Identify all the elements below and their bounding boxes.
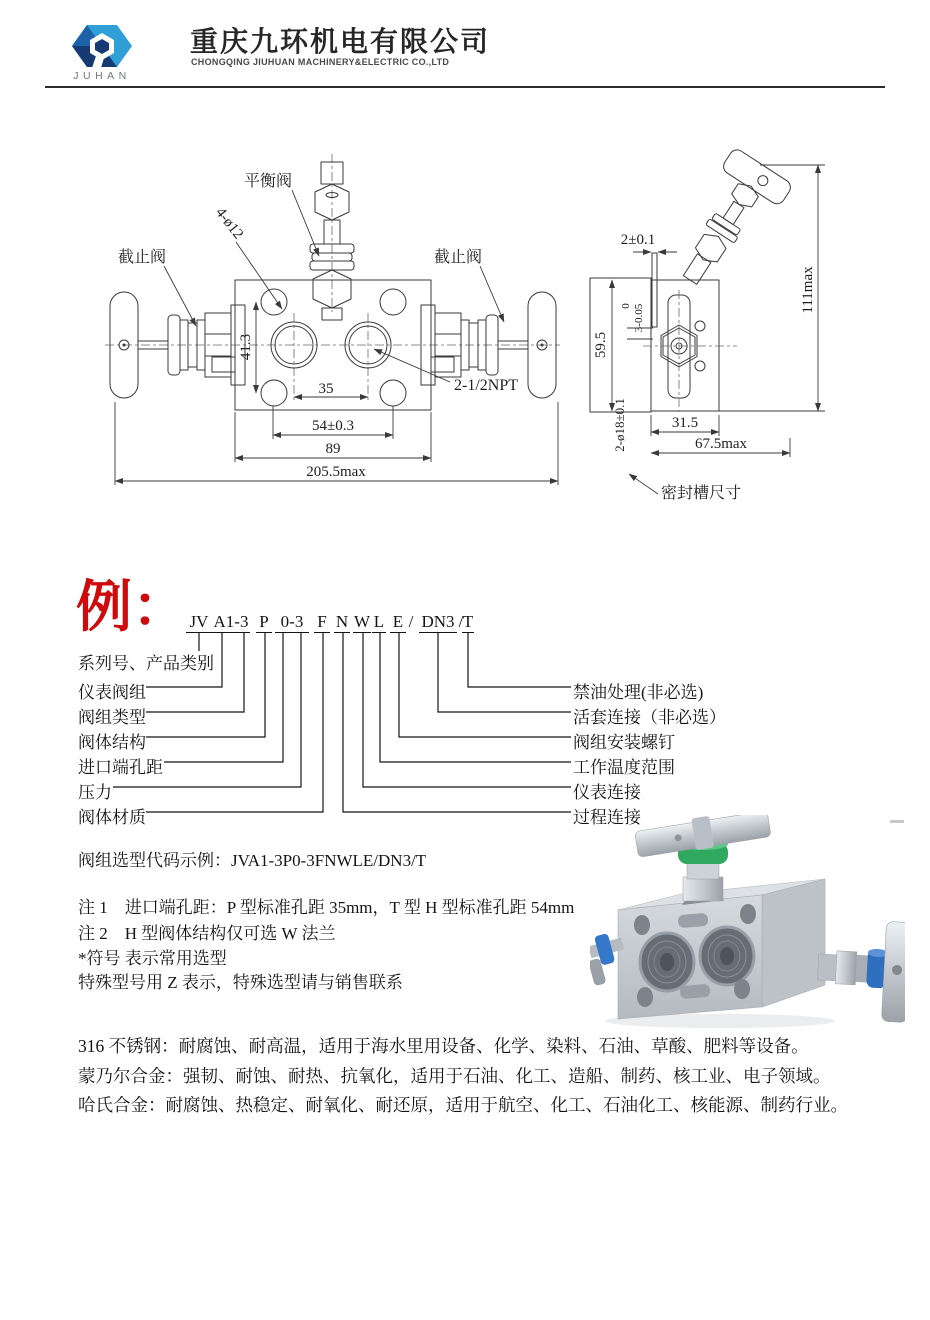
right-label-procconn: 过程连接: [573, 808, 641, 827]
code-seg-a13: A1-3: [213, 612, 249, 631]
left-label-material: 阀体材质: [78, 808, 146, 827]
dim-port-span: 35: [318, 381, 334, 397]
photo-right-valve: [815, 918, 905, 1023]
stop-valve-right-label: 截止阀: [434, 249, 483, 266]
code-example-line: 阀组选型代码示例：JVA1-3P0-3FNWLE/DN3/T: [78, 851, 427, 870]
product-photo: [590, 815, 905, 1035]
dim-step: 3-0.05: [633, 303, 645, 333]
code-seg-03: 0-3: [275, 612, 309, 633]
seal-groove-label: 密封槽尺寸: [661, 485, 742, 502]
left-label-type: 阀组类型: [78, 708, 146, 727]
note-2: 注 2 H 型阀体结构仅可选 W 法兰: [78, 924, 336, 943]
materials-section: [78, 1032, 870, 1121]
right-label-oilfree: 禁油处理(非必选): [573, 683, 704, 702]
company-name-en: CHONGQING JIUHUAN MACHINERY&ELECTRIC CO.,LTD: [191, 57, 450, 67]
company-name-cn: 重庆九环机电有限公司: [190, 26, 491, 57]
left-label-series: 系列号、产品类别: [78, 654, 214, 673]
code-seg-slash1: /: [408, 612, 414, 631]
code-seg-l: L: [373, 612, 385, 631]
code-seg-p: P: [256, 612, 272, 633]
note-1: 注 1 进口端孔距：P 型标准孔距 35mm，T 型 H 型标准孔距 54mm: [78, 898, 575, 917]
code-seg-dn3: DN3: [419, 612, 457, 633]
dim-total-width: 205.5max: [306, 464, 366, 480]
dim-step-upper: 0: [620, 303, 632, 309]
side-view-drawing: [585, 140, 930, 510]
material-monel: 蒙乃尔合金：强韧、耐蚀、耐热、抗氧化，适用于石油、化工、造船、制药、核工业、电子领域。: [78, 1065, 831, 1086]
mount-hole-tr: [380, 289, 406, 315]
balance-valve-label: 平衡阀: [244, 173, 293, 190]
dim-height: 41.3: [238, 333, 254, 361]
dim-hole-span: 54±0.3: [312, 418, 354, 434]
left-label-spacing: 进口端孔距: [78, 758, 163, 777]
mount-hole-tl: [261, 289, 287, 315]
dim-body-depth: 31.5: [671, 415, 699, 431]
dim-total-depth: 67.5max: [694, 436, 748, 452]
port-leader: [374, 349, 450, 382]
left-label-pressure: 压力: [78, 783, 112, 802]
code-seg-e: E: [390, 612, 406, 633]
dim-total-height: 111max: [800, 266, 816, 314]
right-label-instconn: 仪表连接: [573, 783, 641, 802]
note-4: 特殊型号用 Z 表示，特殊选型请与销售联系: [78, 973, 403, 992]
header-divider: [45, 86, 885, 88]
mount-hole-bl: [261, 380, 287, 406]
dim-groove-dia: 2-ø18±0.1: [612, 398, 627, 452]
material-316ss: 316 不锈钢：耐腐蚀、耐高温，适用于海水里用设备、化学、染料、石油、草酸、肥料等设备。: [78, 1036, 809, 1056]
photo-artifact-dash: [890, 820, 904, 823]
right-label-sleeve: 活套连接（非必选）: [573, 708, 726, 727]
logo-text: JUHAN: [73, 70, 131, 82]
holes-label: 4-ø12: [212, 204, 247, 243]
photo-threaded-port-left: [640, 933, 694, 991]
code-seg-slash2: /: [458, 612, 464, 631]
example-prefix: 例：: [76, 577, 188, 639]
seal-groove-leader: [629, 474, 658, 494]
dim-height-595: 59.5: [593, 331, 609, 359]
right-label-screws: 阀组安装螺钉: [573, 733, 675, 752]
left-label-structure: 阀体结构: [78, 733, 146, 752]
code-seg-w: W: [353, 612, 371, 631]
note-3: *符号 表示常用选型: [78, 949, 227, 968]
code-seg-t: T: [462, 612, 474, 631]
dim-groove-width: 2±0.1: [620, 232, 656, 248]
holes-leader: [236, 242, 282, 309]
stop-valve-left-label: 截止阀: [118, 249, 167, 266]
code-seg-f: F: [314, 612, 330, 633]
company-logo: [50, 16, 170, 82]
mount-hole-br: [380, 380, 406, 406]
port-label: 2-1/2NPT: [454, 377, 518, 394]
left-label-manifold: 仪表阀组: [78, 683, 146, 702]
dim-body-width: 89: [325, 441, 341, 457]
material-hastelloy: 哈氏合金：耐腐蚀、热稳定、耐氧化、耐还原，适用于航空、化工、石油化工、核能源、制药行业。: [78, 1095, 848, 1115]
angled-valve-handle: [721, 147, 794, 207]
front-view-drawing: [30, 150, 585, 510]
angled-valve: [661, 147, 794, 299]
seal-groove-land: [652, 253, 657, 327]
right-label-temp: 工作温度范围: [573, 758, 675, 777]
code-seg-jv: JV: [186, 612, 212, 633]
stop-valve-right-leader: [480, 266, 504, 322]
code-seg-n: N: [335, 612, 349, 631]
photo-threaded-port-right: [700, 927, 754, 985]
